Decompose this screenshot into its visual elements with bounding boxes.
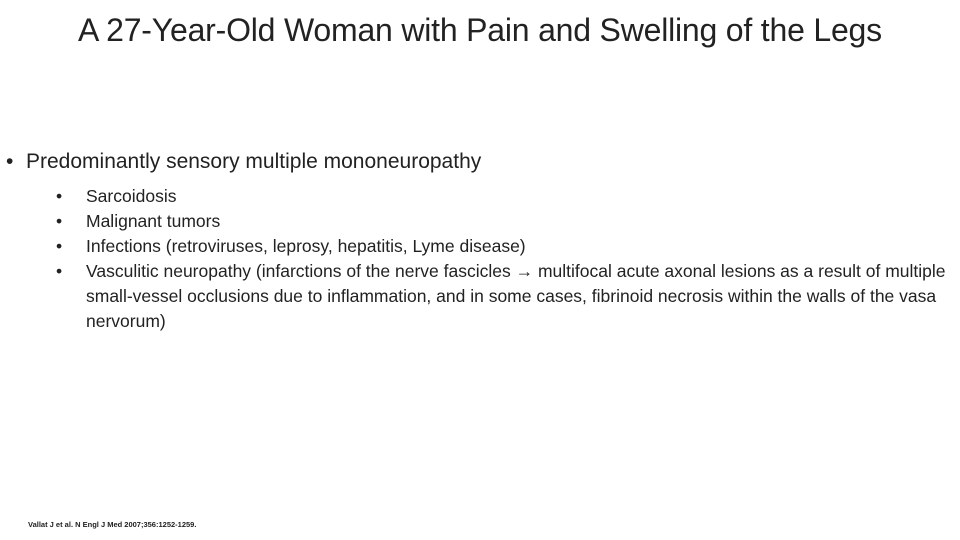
sub-bullet-list — [6, 184, 946, 334]
sub-bullet-text: Malignant tumors — [86, 211, 221, 231]
sub-bullet-text: Sarcoidosis — [86, 186, 177, 206]
sub-bullet-text: Vasculitic neuropathy (infarctions of the nerve fascicles → multifocal acute axonal lesions as a result of multiple small-vessel occlusions due to inflammation, and in some cases, fibrinoid necrosis within the walls of the vasa nervorum) — [86, 261, 946, 331]
main-bullet-text: Predominantly sensory multiple mononeuropathy — [26, 150, 482, 173]
slide-content — [6, 148, 946, 334]
sub-bullet-text: Infections (retroviruses, leprosy, hepatitis, Lyme disease) — [86, 236, 526, 256]
bullet-marker: • — [56, 211, 63, 231]
main-bullet — [6, 148, 946, 176]
sub-bullet-malignant-tumors — [56, 209, 946, 234]
sub-bullet-vasculitic-neuropathy — [56, 259, 946, 334]
sub-bullet-sarcoidosis — [56, 184, 946, 209]
bullet-marker: • — [6, 150, 14, 173]
sub-bullet-infections — [56, 234, 946, 259]
citation: Vallat J et al. N Engl J Med 2007;356:1252-1259. — [28, 520, 197, 529]
bullet-marker: • — [56, 261, 63, 281]
slide-title: A 27-Year-Old Woman with Pain and Swelling of the Legs — [78, 12, 882, 48]
bullet-marker: • — [56, 186, 63, 206]
bullet-marker: • — [56, 236, 63, 256]
